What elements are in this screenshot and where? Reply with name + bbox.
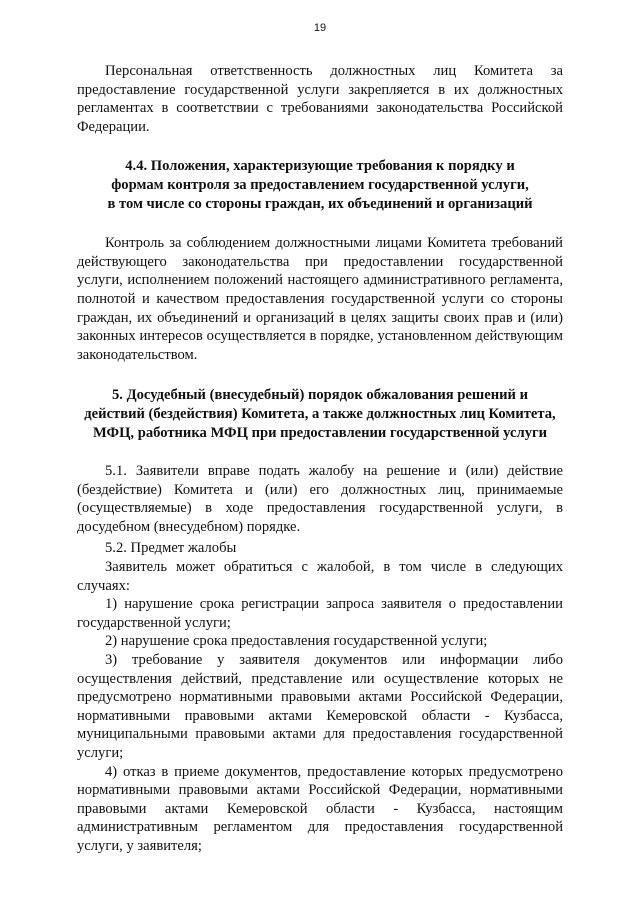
section-4-4-heading: 4.4. Положения, характеризующие требования к порядку и формам контроля за предоставлением государственной услуги, в том числе со стороны граждан, их объединений и организаций (107, 158, 533, 212)
paragraph-5-1: 5.1. Заявители вправе подать жалобу на решение и (или) действие (бездействие) Комитета и (или) его должностных лиц, принимаемые (осуществляемые) в ходе предоставления государственной услуги, в досудебном (внесудебном) порядке. (77, 463, 563, 535)
section-5-heading: 5. Досудебный (внесудебный) порядок обжалования решений и действий (бездействия) Комитета, а также должностных лиц Комитета, МФЦ, работника МФЦ при предоставлении государственной услуги (84, 387, 556, 441)
document-body (77, 62, 563, 856)
intro-paragraph: Персональная ответственность должностных лиц Комитета за предоставление государственной услуги закрепляется в их должностных регламентах в соответствии с требованиями законодательства Российской Федерации. (77, 63, 563, 135)
list-item-3: 3) требование у заявителя документов или информации либо осуществления действий, представление или осуществление которых не предусмотрено нормативными правовыми актами Российской Федерации, нормативными правовыми актами Кемеровской области - Кузбасса, муниципальными правовыми актами для предоставления государственной услуги; (77, 652, 563, 761)
list-item-4: 4) отказ в приеме документов, предоставление которых предусмотрено нормативными правовыми актами Российской Федерации, нормативными правовыми актами Кемеровской области - Кузбасса, настоящим административным регламентом для предоставления государственной услуги, у заявителя; (77, 763, 563, 854)
complaint-cases-intro: Заявитель может обратиться с жалобой, в том числе в следующих случаях: (77, 559, 563, 594)
page-number: 19 (313, 22, 327, 34)
list-item-2: 2) нарушение срока предоставления государственной услуги; (105, 633, 488, 650)
list-item-1: 1) нарушение срока регистрации запроса заявителя о предоставлении государственной услуги; (77, 596, 563, 631)
paragraph-5-2: 5.2. Предмет жалобы (105, 540, 237, 557)
section-4-4-paragraph: Контроль за соблюдением должностными лицами Комитета требований действующего законодательства при предоставлении государственной услуги, исполнением положений настоящего административного регламента, полнотой и качеством предоставления государственной услуги со стороны граждан, их объединений и организаций в целях защиты своих прав и (или) законных интересов осуществляется в порядке, установленном действующим законодательством. (77, 235, 563, 363)
